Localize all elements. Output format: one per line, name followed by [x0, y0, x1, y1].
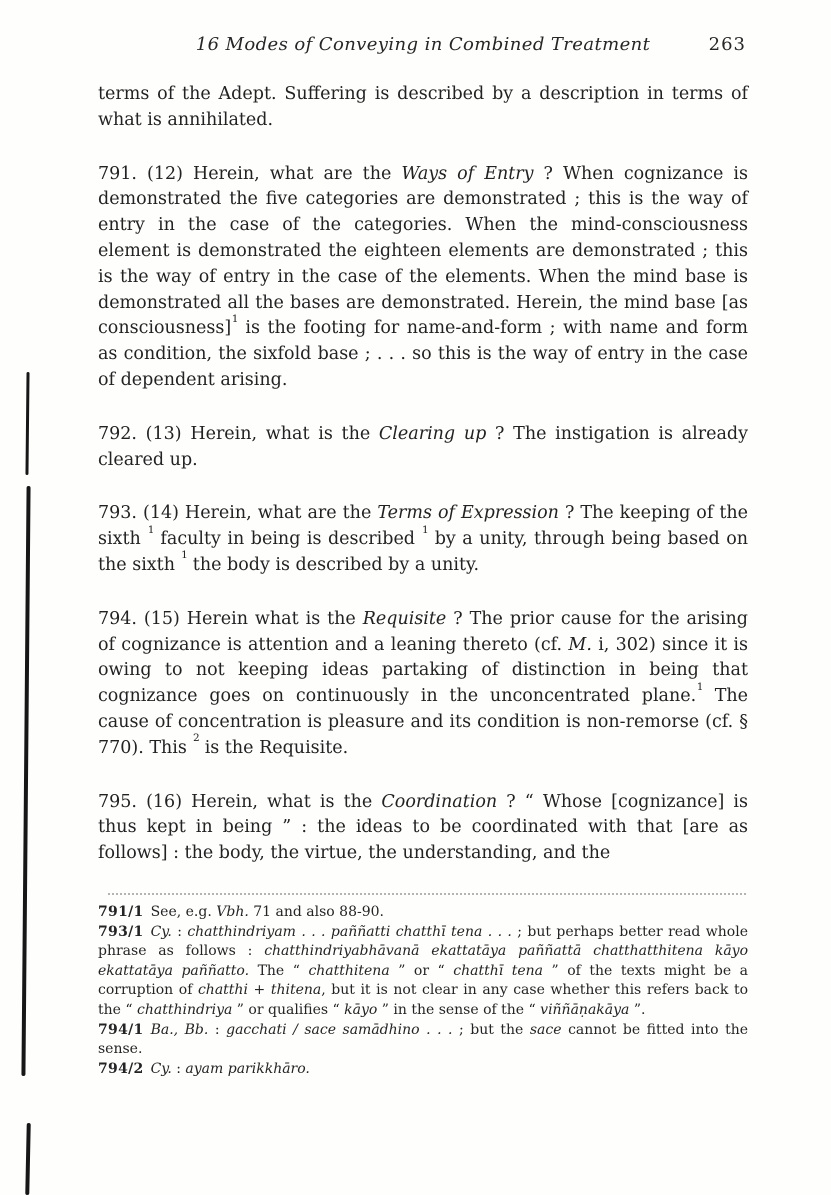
footnote-label: 794/2 — [98, 1060, 144, 1077]
paragraph-793: 793. (14) Herein, what are the Terms of Expression ? The keeping of the sixth $^1$ faculty in being is described $^1$ by a unity, through being based on the sixth $^1$ the body is described by a unity. — [98, 503, 748, 575]
paragraph-continuation: terms of the Adept. Suffering is described by a description in terms of what is annihilated. — [98, 84, 748, 130]
footnote-791-1 — [98, 903, 748, 923]
page-header — [98, 34, 748, 60]
running-title: 16 Modes of Conveying in Combined Treatment — [195, 34, 651, 55]
paragraph-795: 795. (16) Herein, what is the Coordination ? “ Whose [cognizance] is thus kept in being ” : the ideas to be coordinated with that [are as follows] : the body, the virtue, the understanding, and the — [98, 791, 748, 864]
footnotes — [98, 903, 748, 1079]
footnote-794-1 — [98, 1021, 748, 1060]
footnote-text: Cy. : chatthindriyam . . . paññatti chatthī tena . . . ; but perhaps better read whole phrase as follows : chatthindriyabhāvanā ekattatāya paññattā chatthatthitena kāyo ekattatāya paññatto. The “ chatthitena ” or “ chatthī tena ” of the texts might be a corruption of chatthi + thitena, but it is not clear in any case whether this refers back to the “ chatthindriya ” or qualifies “ kāyo ” in the sense of the “ viññāṇakāya ”. — [98, 923, 749, 1018]
paragraph-791: 791. (12) Herein, what are the Ways of Entry ? When cognizance is demonstrated the five categories are demonstrated ; this is the way of entry in the case of the categories. When the mind-consciousness element is demonstrated the eighteen elements are demonstrated ; this is the way of entry in the case of the elements. When the mind base is demonstrated all the bases are demonstrated. Herein, the mind base [as consciousness]$^1$ is the footing for name-and-form ; with name and form as condition, the sixfold base ; . . . so this is the way of entry in the case of dependent arising. — [98, 163, 748, 390]
scan-artifact-line — [21, 486, 30, 1076]
scan-artifact-line — [25, 372, 29, 475]
paragraph-792: 792. (13) Herein, what is the Clearing up ? The instigation is already cleared up. — [98, 423, 748, 470]
footnote-label: 791/1 — [98, 904, 144, 920]
footnote-text: Ba., Bb. : gacchati / sace samādhino . . . ; but the sace cannot be fitted into the sense. — [98, 1021, 749, 1058]
paragraph-794: 794. (15) Herein what is the Requisite ? The prior cause for the arising of cognizance is attention and a leaning thereto (cf. M. i, 302) since it is owing to not keeping ideas partaking of distinction in being that cognizance goes on continuously in the unconcentrated plane.$^1$ The cause of concentration is pleasure and its condition is non-remorse (cf. § 770). This $^2$ is the Requisite. — [98, 608, 748, 758]
footnote-separator — [108, 893, 746, 895]
scan-artifact-line — [25, 1123, 31, 1195]
footnote-text: See, e.g. Vbh. 71 and also 88-90. — [150, 904, 384, 920]
body-text — [98, 82, 748, 867]
footnote-text: Cy. : ayam parikkhāro. — [150, 1060, 310, 1077]
footnote-794-2 — [98, 1060, 748, 1080]
footnote-label: 793/1 — [98, 923, 144, 940]
footnote-label: 794/1 — [98, 1021, 144, 1038]
page-number: 263 — [708, 34, 746, 55]
footnote-793-1 — [98, 923, 748, 1021]
